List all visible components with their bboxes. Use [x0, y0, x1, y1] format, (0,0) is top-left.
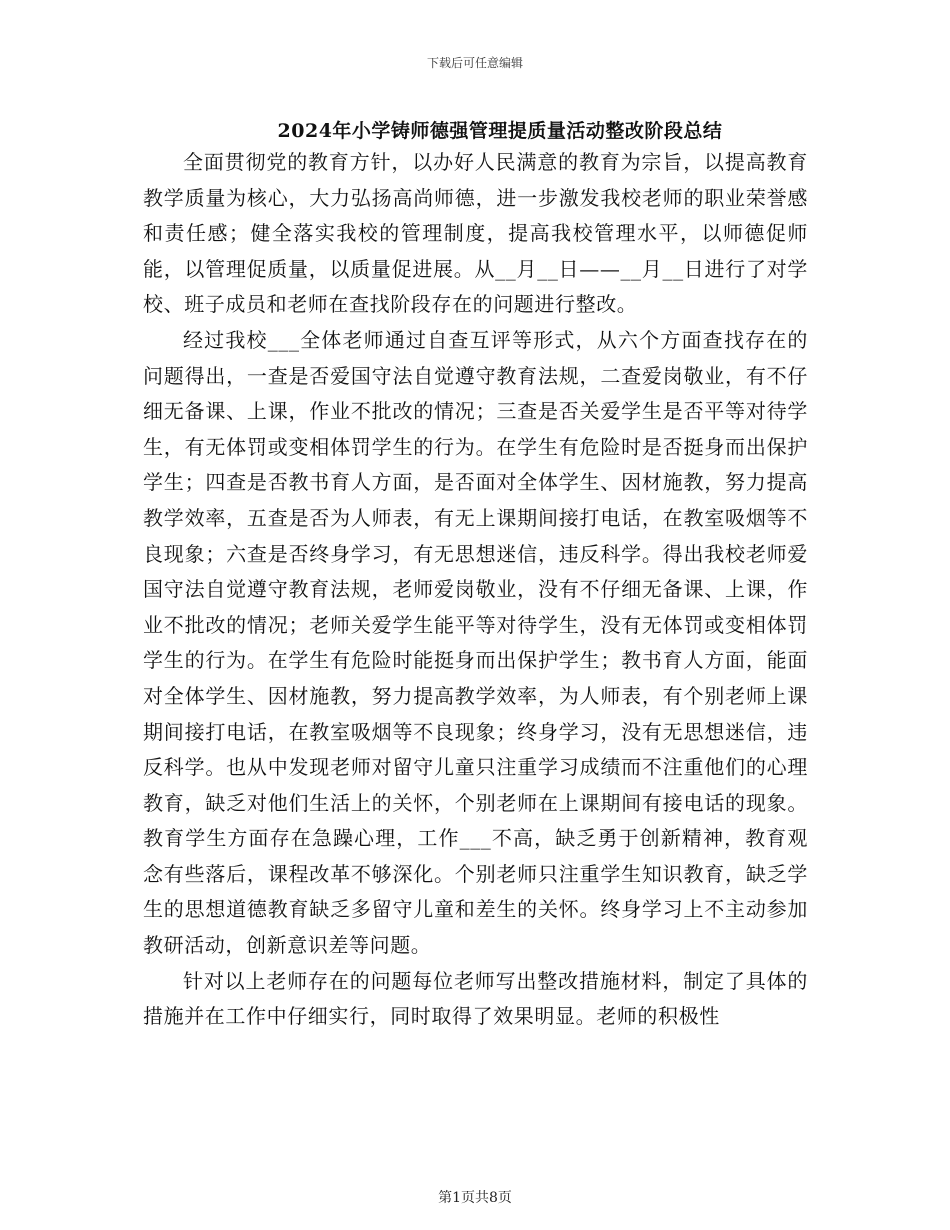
paragraph-1: 全面贯彻党的教育方针，以办好人民满意的教育为宗旨，以提高教育教学质量为核心，大力弘扬高尚师德，进一步激发我校老师的职业荣誉感和责任感；健全落实我校的管理制度，提高我校管理水平，以师德促师能，以管理促质量，以质量促进展。从__月__日——__月__日进行了对学校、班子成员和老师在查找阶段存在的问题进行整改。 [143, 150, 808, 317]
document-title: 2024年小学铸师德强管理提质量活动整改阶段总结 [277, 120, 723, 142]
page-header-note: 下载后可任意编辑 [426, 56, 523, 70]
page-footer-number: 第1页共8页 [438, 1190, 512, 1206]
paragraph-3: 针对以上老师存在的问题每位老师写出整改措施材料，制定了具体的措施并在工作中仔细实行，同时取得了效果明显。老师的积极性 [143, 968, 808, 1029]
document-body [143, 145, 808, 1035]
paragraph-2: 经过我校___全体老师通过自查互评等形式，从六个方面查找存在的问题得出，一查是否爱国守法自觉遵守教育法规，二查爱岗敬业，有不仔细无备课、上课，作业不批改的情况；三查是否关爱学生是否平等对待学生，有无体罚或变相体罚学生的行为。在学生有危险时是否挺身而出保护学生；四查是否教书育人方面，是否面对全体学生、因材施教，努力提高教学效率，五查是否为人师表，有无上课期间接打电话，在教室吸烟等不良现象；六查是否终身学习，有无思想迷信，违反科学。得出我校老师爱国守法自觉遵守教育法规，老师爱岗敬业，没有不仔细无备课、上课，作业不批改的情况；老师关爱学生能平等对待学生，没有无体罚或变相体罚学生的行为。在学生有危险时能挺身而出保护学生；教书育人方面，能面对全体学生、因材施教，努力提高教学效率，为人师表，有个别老师上课期间接打电话，在教室吸烟等不良现象；终身学习，没有无思想迷信，违反科学。也从中发现老师对留守儿童只注重学习成绩而不注重他们的心理教育，缺乏对他们生活上的关怀，个别老师在上课期间有接电话的现象。教育学生方面存在急躁心理，工作___不高，缺乏勇于创新精神，教育观念有些落后，课程改革不够深化。个别老师只注重学生知识教育，缺乏学生的思想道德教育缺乏多留守儿童和差生的关怀。终身学习上不主动参加教研活动，创新意识差等问题。 [143, 327, 808, 958]
